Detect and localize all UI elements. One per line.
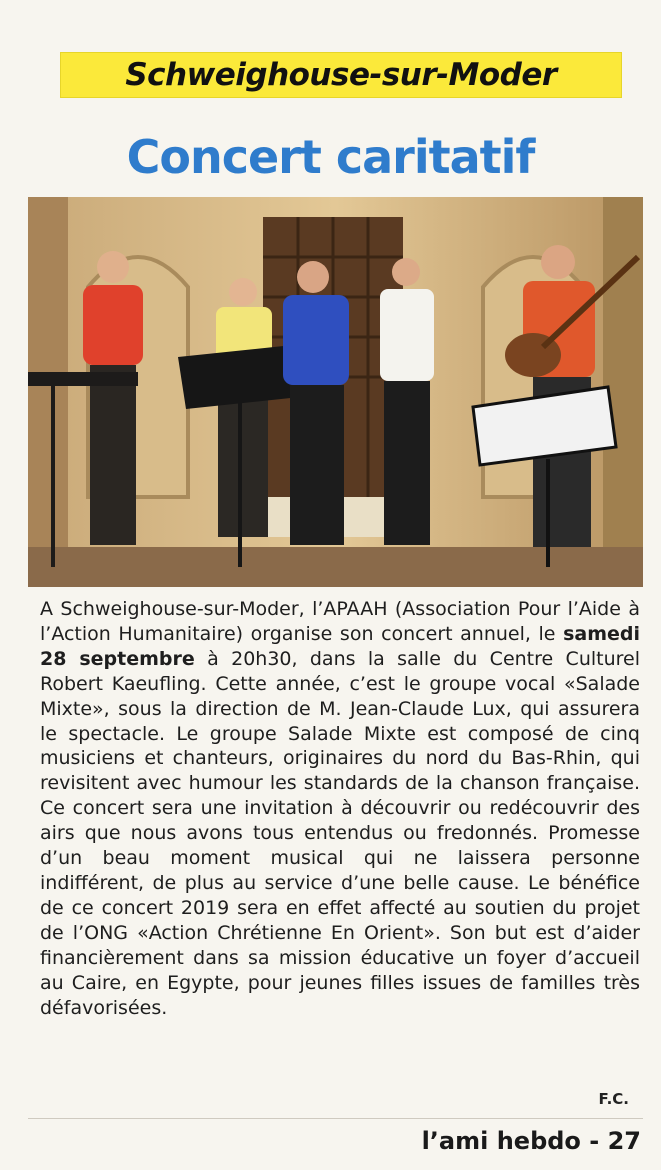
location-title: Schweighouse-sur-Moder — [125, 57, 557, 93]
location-banner — [60, 52, 622, 98]
article-text-main: à 20h30, dans la salle du Centre Culturel Robert Kaeufling. Cette année, c’est le groupe vocal «Salade Mixte», sous la direction de M. Jean-Claude Lux, qui assurera le spectacle. Le groupe Salade Mixte est composé de cinq musiciens et chanteurs, originaires du nord du Bas-Rhin, qui revisitent avec humour les standards de la chanson française. Ce concert sera une invitation à découvrir ou redécouvrir des airs que nous avons tous entendus ou fredonnés. Promesse d’un beau moment musical qui ne laissera personne indifférent, de plus au service d’une belle cause. Le bénéfice de ce concert 2019 sera en effet affecté au soutien du projet de l’ONG «Action Chrétienne En Orient». Son but est d’aider financièrement dans sa mission éducative un foyer d’accueil au Caire, en Egypte, pour jeunes filles issues de familles très défavorisées. — [40, 647, 640, 1019]
publication-page-footer: l’ami hebdo - 27 — [421, 1127, 641, 1155]
article-text-intro: A Schweighouse-sur-Moder, l’APAAH (Association Pour l’Aide à l’Action Humanitaire) organise son concert annuel, le — [40, 598, 640, 645]
author-byline: F.C. — [598, 1090, 629, 1108]
event-date: samedi 28 septembre — [40, 622, 640, 670]
concert-photo — [28, 197, 643, 587]
article-body — [40, 597, 640, 1020]
article-headline: Concert caritatif — [126, 130, 535, 184]
footer-divider — [28, 1118, 643, 1119]
